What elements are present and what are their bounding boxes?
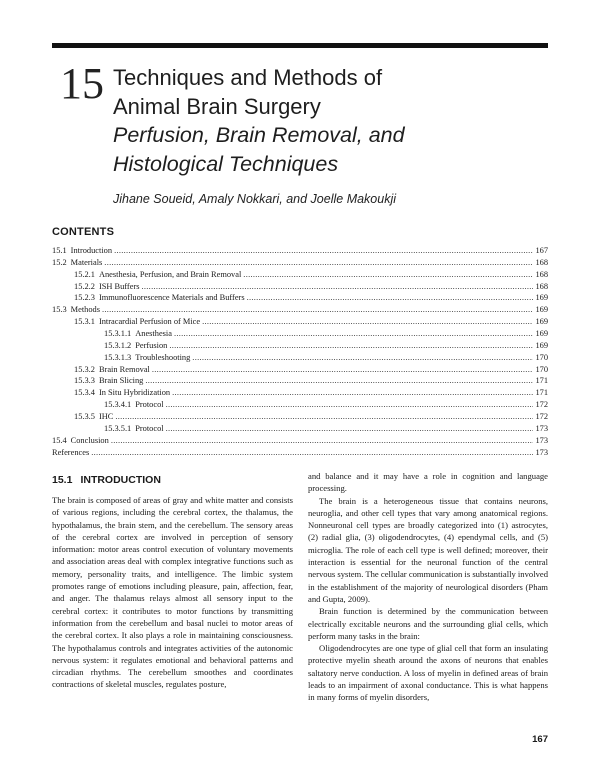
toc-entry[interactable] bbox=[52, 352, 548, 364]
toc-leader-dots bbox=[91, 447, 533, 459]
toc-entry-title: Anesthesia bbox=[135, 329, 172, 339]
toc-entry[interactable] bbox=[52, 375, 548, 387]
toc-entry[interactable] bbox=[52, 245, 548, 257]
section-heading bbox=[52, 474, 161, 486]
toc-entry[interactable] bbox=[52, 411, 548, 423]
toc-entry-number: 15.3.1.3 bbox=[104, 352, 132, 362]
toc-entry-title: Immunofluorescence Materials and Buffers bbox=[98, 293, 245, 303]
chapter-subtitle-line-1: Perfusion, Brain Removal, and bbox=[113, 123, 405, 147]
body-paragraph: The brain is a heterogeneous tissue that contains neurons, neuroglia, and other cell types that vary among anatomical regions. Nonneuronal cell types are broadly categorized into (1) astrocytes, (2) radial glia, (3) oligodendrocytes, (4) ependymal cells, and (5) microglia. The role of each cell type is well defined; moreover, their interaction is essential for the neuronal function of the central nervous system. The cellular communication is substantially involved in the establishment of the majority of neurological disorders (Pham and Gupta, 2009). bbox=[308, 495, 548, 604]
toc-entry-number: 15.3.2 bbox=[74, 364, 95, 374]
authors: Jihane Soueid, Amaly Nokkari, and Joelle Makoukji bbox=[113, 192, 397, 206]
page-number: 167 bbox=[532, 734, 548, 745]
toc-entry-title: Protocol bbox=[135, 423, 164, 433]
toc-entry-title: Protocol bbox=[135, 400, 164, 410]
body-paragraph: The brain is composed of areas of gray and white matter and consists of various regions, including the cerebral cortex, the thalamus, the hypothalamus, the brain stem, and the cerebellum. The sensory areas of the cerebral cortex are involved in perception of sensory information: motor areas control execution of voluntary movements and association areas deal with complex integrative functions such as memory, personality traits, and intelligence. The limbic system promotes range of emotions including pleasure, pain, affection, fear, and anger. The thalamus relays almost all sensory input to the cerebral cortex: it contributes to motor functions by transmitting information from the cerebellum and basal nuclei to motor areas of the cerebral cortex. It also plays a role in maintaining consciousness. The hypothalamus controls and integrates activities of the autonomic nervous system: it regulates emotional and behavioral patterns and circadian rhythms. The cerebellum smoothes and coordinates contractions of skeletal muscles, regulates posture, bbox=[52, 495, 293, 690]
toc-entry[interactable] bbox=[52, 399, 548, 411]
toc-leader-dots bbox=[111, 435, 534, 447]
toc-entry-page: 172 bbox=[535, 400, 548, 410]
body-paragraph: Brain function is determined by the communication between electrically excitable neurons and the surrounding glial cells, which perform many tasks in the brain: bbox=[308, 606, 548, 641]
section-number: 15.1 bbox=[52, 474, 73, 486]
body-paragraph: Oligodendrocytes are one type of glial cell that form an insulating protective myelin sheath around the axons of neurons that enables saltatory nerve conduction. A loss of myelin in defined areas of brain leads to an impairment of axonal conductance. This is what happens in many forms of myelin disorders, bbox=[308, 643, 548, 703]
toc-entry[interactable] bbox=[52, 304, 548, 316]
toc-entry-page: 172 bbox=[535, 412, 548, 422]
toc-leader-dots bbox=[174, 328, 533, 340]
toc-entry-page: 168 bbox=[535, 269, 548, 279]
toc-entry[interactable] bbox=[52, 257, 548, 269]
toc-entry-page: 169 bbox=[535, 329, 548, 339]
toc-entry-title: Brain Removal bbox=[98, 364, 150, 374]
top-rule bbox=[52, 43, 548, 48]
toc-entry[interactable] bbox=[52, 387, 548, 399]
chapter-subtitle-line-2: Histological Techniques bbox=[113, 152, 339, 176]
toc-entry-title: Materials bbox=[70, 257, 103, 267]
toc-entry-number: 15.3.4 bbox=[74, 388, 95, 398]
toc-leader-dots bbox=[115, 411, 533, 423]
toc-entry[interactable] bbox=[52, 340, 548, 352]
toc-entry-title: Brain Slicing bbox=[98, 376, 144, 386]
toc-entry[interactable] bbox=[52, 292, 548, 304]
toc-entry-title: Intracardial Perfusion of Mice bbox=[98, 317, 201, 327]
toc-entry-page: 168 bbox=[535, 281, 548, 291]
toc-entry[interactable] bbox=[52, 423, 548, 435]
toc-entry-page: 169 bbox=[535, 305, 548, 315]
toc-entry[interactable] bbox=[52, 316, 548, 328]
toc-entry-title: Introduction bbox=[70, 246, 113, 255]
toc-entry-page: 169 bbox=[535, 317, 548, 327]
chapter-title-line-1: Techniques and Methods of bbox=[113, 65, 383, 90]
toc-entry-title: Anesthesia, Perfusion, and Brain Removal bbox=[98, 269, 242, 279]
contents-heading: CONTENTS bbox=[52, 226, 115, 238]
toc-leader-dots bbox=[169, 340, 533, 352]
toc-leader-dots bbox=[202, 316, 533, 328]
toc-entry-page: 170 bbox=[535, 364, 548, 374]
toc-entry-number: 15.3 bbox=[52, 305, 67, 315]
toc-entry-title: IHC bbox=[98, 412, 114, 422]
toc-entry-page: 167 bbox=[535, 246, 548, 255]
toc-entry[interactable] bbox=[52, 447, 548, 459]
toc-entry-title: Methods bbox=[70, 305, 100, 315]
toc-leader-dots bbox=[243, 269, 533, 281]
toc-entry-page: 170 bbox=[535, 352, 548, 362]
toc-entry-title: Conclusion bbox=[70, 435, 109, 445]
toc-entry-page: 168 bbox=[535, 257, 548, 267]
toc-leader-dots bbox=[102, 304, 533, 316]
toc-entry-number: 15.3.5 bbox=[74, 412, 95, 422]
right-column bbox=[308, 470, 548, 704]
toc-entry-number: 15.3.3 bbox=[74, 376, 95, 386]
toc-entry[interactable] bbox=[52, 328, 548, 340]
table-of-contents bbox=[52, 245, 548, 458]
toc-leader-dots bbox=[172, 387, 533, 399]
toc-entry[interactable] bbox=[52, 364, 548, 376]
toc-entry-page: 171 bbox=[535, 388, 548, 398]
toc-entry-number: 15.2.2 bbox=[74, 281, 95, 291]
toc-leader-dots bbox=[142, 281, 534, 293]
body-paragraph: and balance and it may have a role in cognition and language processing. bbox=[308, 471, 548, 494]
toc-entry-number: 15.2.3 bbox=[74, 293, 95, 303]
toc-entry-page: 173 bbox=[535, 423, 548, 433]
toc-entry-number: 15.3.5.1 bbox=[104, 423, 132, 433]
toc-entry[interactable] bbox=[52, 269, 548, 281]
toc-entry-page: 169 bbox=[535, 340, 548, 350]
toc-leader-dots bbox=[114, 245, 533, 257]
left-column bbox=[52, 494, 293, 691]
toc-entry-number: 15.3.1 bbox=[74, 317, 95, 327]
toc-entry-number: 15.3.1.1 bbox=[104, 329, 132, 339]
toc-entry-number: 15.3.4.1 bbox=[104, 400, 132, 410]
toc-leader-dots bbox=[166, 423, 534, 435]
toc-entry[interactable] bbox=[52, 435, 548, 447]
toc-leader-dots bbox=[104, 257, 533, 269]
toc-entry-number: 15.2.1 bbox=[74, 269, 95, 279]
toc-entry-page: 169 bbox=[535, 293, 548, 303]
toc-entry-title: Troubleshooting bbox=[135, 352, 191, 362]
toc-leader-dots bbox=[145, 375, 533, 387]
chapter-number: 15 bbox=[60, 59, 104, 108]
toc-entry-page: 173 bbox=[535, 435, 548, 445]
toc-entry[interactable] bbox=[52, 281, 548, 293]
toc-entry-page: 171 bbox=[535, 376, 548, 386]
toc-entry-title: ISH Buffers bbox=[98, 281, 140, 291]
toc-entry-page: 173 bbox=[535, 447, 548, 457]
chapter-title-line-2: Animal Brain Surgery bbox=[113, 94, 321, 119]
toc-entry-title: Perfusion bbox=[135, 340, 168, 350]
toc-leader-dots bbox=[166, 399, 534, 411]
toc-entry-number: 15.2 bbox=[52, 257, 67, 267]
toc-entry-number: 15.3.1.2 bbox=[104, 340, 132, 350]
section-title: INTRODUCTION bbox=[80, 474, 161, 486]
chapter-title-block bbox=[113, 63, 543, 179]
toc-leader-dots bbox=[247, 292, 534, 304]
toc-leader-dots bbox=[192, 352, 533, 364]
toc-entry-number: 15.1 bbox=[52, 246, 67, 255]
toc-entry-number: 15.4 bbox=[52, 435, 67, 445]
toc-entry-title: In Situ Hybridization bbox=[98, 388, 171, 398]
toc-leader-dots bbox=[152, 364, 534, 376]
toc-entry-title: References bbox=[52, 447, 90, 457]
